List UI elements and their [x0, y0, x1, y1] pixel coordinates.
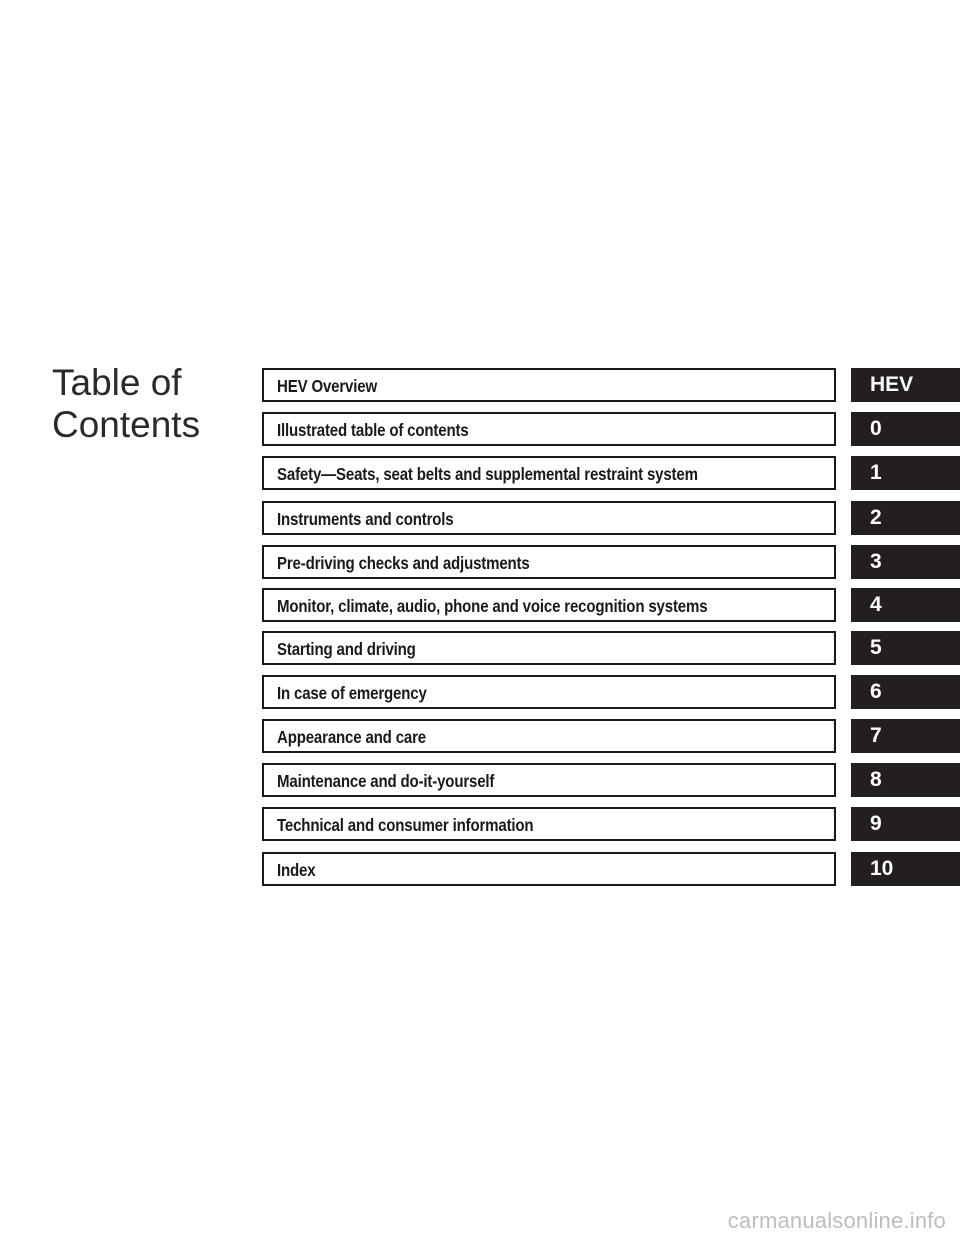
section-tab-3[interactable] — [851, 545, 960, 579]
section-tab-8[interactable] — [851, 763, 960, 797]
section-tab-hev[interactable] — [851, 368, 960, 402]
section-tab-label: 6 — [870, 680, 882, 703]
toc-link-monitor-climate[interactable] — [262, 588, 836, 622]
toc-entry-pre-driving — [262, 545, 960, 577]
toc-entry-appearance-care — [262, 719, 960, 751]
toc-link-pre-driving[interactable] — [262, 545, 836, 579]
section-tab-9[interactable] — [851, 807, 960, 841]
toc-entry-maintenance — [262, 763, 960, 795]
toc-label: Monitor, climate, audio, phone and voice recognition systems — [277, 596, 708, 616]
section-tab-label: 0 — [870, 417, 882, 440]
toc-entry-emergency — [262, 675, 960, 707]
toc-link-appearance-care[interactable] — [262, 719, 836, 753]
section-tab-label: 9 — [870, 812, 882, 835]
section-tab-5[interactable] — [851, 631, 960, 665]
page-title-line-2: Contents — [52, 404, 201, 445]
toc-label: In case of emergency — [277, 683, 427, 703]
toc-link-index[interactable] — [262, 852, 836, 886]
section-tab-label: 2 — [870, 506, 882, 529]
section-tab-1[interactable] — [851, 456, 960, 490]
section-tab-label: 10 — [870, 857, 894, 880]
section-tab-7[interactable] — [851, 719, 960, 753]
toc-link-illustrated-toc[interactable] — [262, 412, 836, 446]
toc-link-safety[interactable] — [262, 456, 836, 490]
watermark: carmanualsonline.info — [727, 1208, 946, 1233]
section-tab-label: 7 — [870, 724, 882, 747]
toc-entry-technical-info — [262, 807, 960, 839]
toc-link-starting-driving[interactable] — [262, 631, 836, 665]
toc-label: Appearance and care — [277, 727, 426, 747]
section-tab-label: 8 — [870, 768, 882, 791]
toc-label: Starting and driving — [277, 639, 416, 659]
toc-entry-safety — [262, 456, 960, 488]
toc-link-instruments[interactable] — [262, 501, 836, 535]
page-title-line-1: Table of — [52, 362, 182, 403]
toc-label: Index — [277, 860, 316, 880]
toc-label: HEV Overview — [277, 376, 378, 396]
toc-link-maintenance[interactable] — [262, 763, 836, 797]
section-tab-2[interactable] — [851, 501, 960, 535]
toc-entry-hev-overview — [262, 368, 960, 400]
toc-entry-instruments — [262, 501, 960, 533]
section-tab-0[interactable] — [851, 412, 960, 446]
section-tab-6[interactable] — [851, 675, 960, 709]
section-tab-4[interactable] — [851, 588, 960, 622]
toc-label: Illustrated table of contents — [277, 420, 469, 440]
toc-link-hev-overview[interactable] — [262, 368, 836, 402]
toc-label: Maintenance and do-it-yourself — [277, 771, 495, 791]
section-tab-label: 3 — [870, 550, 882, 573]
toc-entry-monitor-climate — [262, 588, 960, 620]
section-tab-label: HEV — [870, 373, 914, 396]
toc-entry-starting-driving — [262, 631, 960, 663]
toc-label: Safety—Seats, seat belts and supplemental restraint system — [277, 464, 698, 484]
toc-label: Pre-driving checks and adjustments — [277, 553, 530, 573]
toc-link-emergency[interactable] — [262, 675, 836, 709]
toc-label: Technical and consumer information — [277, 815, 534, 835]
toc-entry-index — [262, 852, 960, 884]
section-tab-10[interactable] — [851, 852, 960, 886]
page-title — [52, 362, 252, 446]
section-tab-label: 4 — [870, 593, 882, 616]
toc-label: Instruments and controls — [277, 509, 454, 529]
toc-link-technical-info[interactable] — [262, 807, 836, 841]
section-tab-label: 1 — [870, 461, 882, 484]
section-tab-label: 5 — [870, 636, 882, 659]
toc-entry-illustrated-toc — [262, 412, 960, 444]
